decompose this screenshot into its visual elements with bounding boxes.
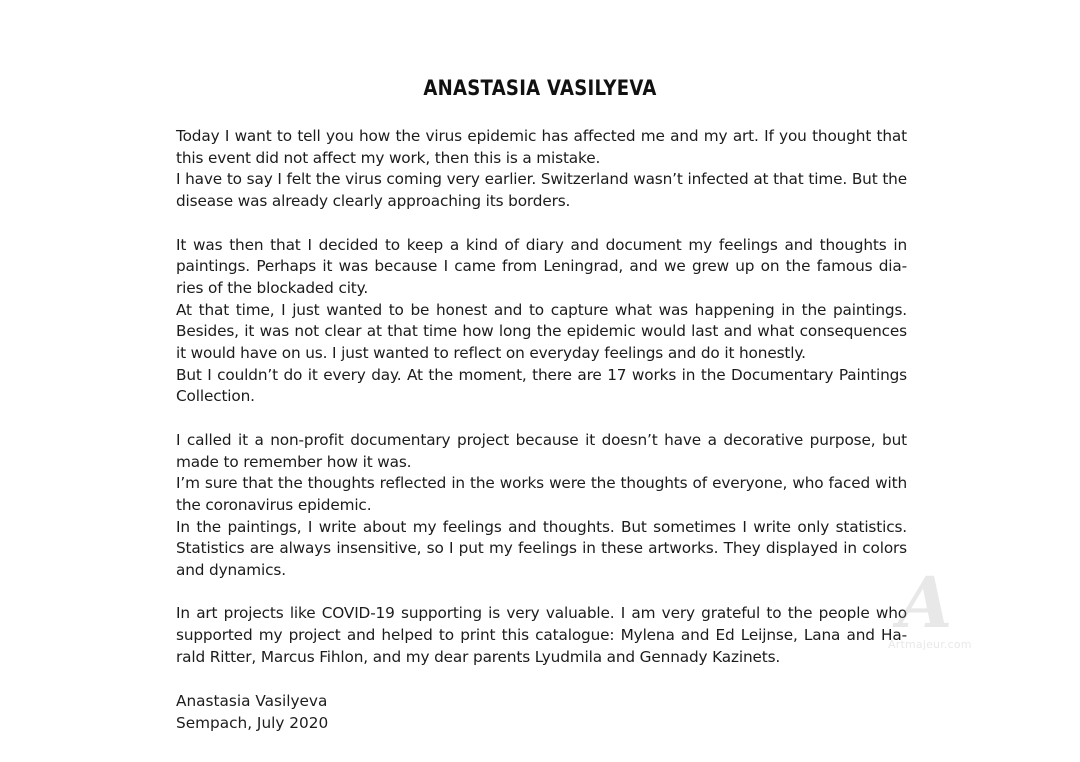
- signature-block: [176, 691, 328, 734]
- paragraph-spacer: [176, 582, 907, 604]
- signature-place-date: Sempach, July 2020: [176, 713, 329, 732]
- paragraph: It was then that I decided to keep a kind of diary and document my feelings and thoughts in paintings. Perhaps it was because I came from Leningrad, and we grew up on the famous dia-ries of the blockaded city.: [176, 235, 907, 297]
- signature-name: Anastasia Vasilyeva: [176, 692, 328, 710]
- document-title: ANASTASIA VASILYEVA: [423, 76, 657, 100]
- watermark-glyph: A: [898, 561, 953, 644]
- paragraph-spacer: [176, 213, 907, 235]
- paragraph: In the paintings, I write about my feelings and thoughts. But sometimes I write only statistics. Statistics are always insensitive, so I put my feelings in these artworks. They displayed in colors and dynamics.: [176, 517, 907, 580]
- document-body: [176, 126, 907, 669]
- paragraph: I called it a non-profit documentary project because it doesn’t have a decorative purpose, but made to remember how it was.: [176, 430, 907, 471]
- paragraph: In art projects like COVID-19 supporting is very valuable. I am very grateful to the people who supported my project and helped to print this catalogue: Mylena and Ed Leijnse, Lana and Ha-rald Ritter, Marcus Fihlon, and my dear parents Lyudmila and Gennady Kazinets.: [176, 604, 907, 666]
- paragraph-spacer: [176, 408, 907, 430]
- paragraph: But I couldn’t do it every day. At the moment, there are 17 works in the Documentary Paintings Collection.: [176, 365, 907, 406]
- paragraph: I’m sure that the thoughts reflected in the works were the thoughts of everyone, who faced with the coronavirus epidemic.: [176, 474, 907, 514]
- artmajeur-watermark-logo: [888, 561, 988, 658]
- paragraph: At that time, I just wanted to be honest and to capture what was happening in the paintings. Besides, it was not clear at that time how long the epidemic would last and what consequences it would have on us. I just wanted to reflect on everyday feelings and do it honestly.: [176, 300, 907, 363]
- paragraph: I have to say I felt the virus coming very earlier. Switzerland wasn’t infected at that time. But the disease was already clearly approaching its borders.: [176, 170, 907, 211]
- paragraph: Today I want to tell you how the virus epidemic has affected me and my art. If you thought that this event did not affect my work, then this is a mistake.: [176, 127, 907, 167]
- watermark-text: Artmajeur.com: [888, 638, 972, 651]
